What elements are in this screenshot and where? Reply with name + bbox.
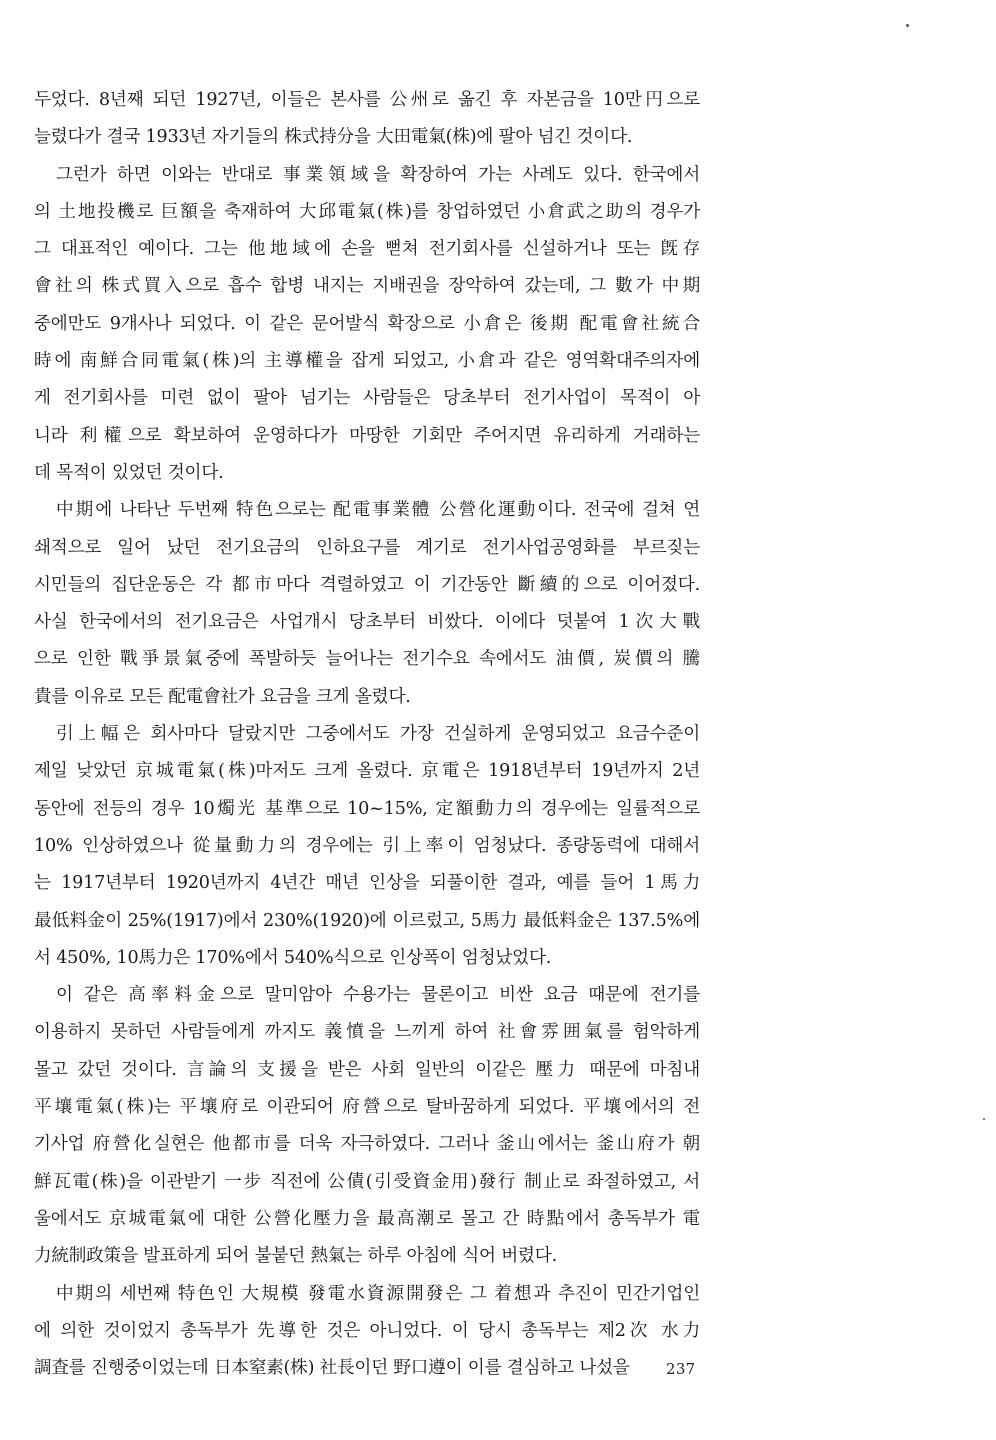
- paragraph: [34, 82, 700, 157]
- paragraph: [34, 977, 700, 1275]
- text-line: 時에 南鮮合同電氣(株)의 主導權을 잡게 되었고, 小倉과 같은 영역확대주의자에: [34, 351, 700, 372]
- text-line: 最低料金이 25%(1917)에서 230%(1920)에 이르렀고, 5馬力 最低料金은 137.5%에: [34, 910, 700, 931]
- text-line: 쇄적으로 일어 났던 전기요금의 인하요구를 계기로 전기사업공영화를 부르짖는: [34, 537, 700, 558]
- text-line: 으로 인한 戰爭景氣중에 폭발하듯 늘어나는 전기수요 속에서도 油價, 炭價의 騰: [34, 649, 700, 670]
- text-line: 늘렸다가 결국 1933년 자기들의 株式持分을 大田電氣(株)에 팔아 넘긴 것이다.: [34, 127, 633, 148]
- scan-speck: [983, 1118, 985, 1120]
- text-line: 이용하지 못하던 사람들에게 까지도 義憤을 느끼게 하여 社會雰囲氣를 험악하게: [34, 1022, 700, 1043]
- text-line: 서 450%, 10馬力은 170%에서 540%식으로 인상폭이 엄청났었다.: [34, 947, 552, 968]
- document-page: [34, 82, 700, 1387]
- text-line: 울에서도 京城電氣에 대한 公營化壓力을 最高潮로 몰고 간 時點에서 총독부가 電: [34, 1208, 700, 1229]
- text-line: 이 같은 高率料金으로 말미암아 수용가는 물론이고 비싼 요금 때문에 전기를: [56, 985, 700, 1006]
- scan-speck: [906, 24, 909, 27]
- paragraph: [34, 1276, 700, 1388]
- text-line: 제일 낮았던 京城電氣(株)마저도 크게 올렸다. 京電은 1918년부터 19년까지 2년: [34, 761, 700, 782]
- text-line: 두었다. 8년째 되던 1927년, 이들은 본사를 公州로 옮긴 후 자본금을 10만円으로: [34, 90, 700, 110]
- text-line: 그런가 하면 이와는 반대로 事業領域을 확장하여 가는 사례도 있다. 한국에서: [56, 164, 700, 185]
- text-line: 는 1917년부터 1920년까지 4년간 매년 인상을 되풀이한 결과, 예를 들어 1馬力: [34, 873, 700, 894]
- text-line: 調査를 진행중이었는데 日本窒素(株) 社長이던 野口遵이 이를 결심하고 나섰을: [34, 1358, 630, 1379]
- text-line: 그 대표적인 예이다. 그는 他地域에 손을 뻗쳐 전기회사를 신설하거나 또는 旣存: [34, 239, 700, 260]
- text-line: 사실 한국에서의 전기요금은 사업개시 당초부터 비쌌다. 이에다 덧붙여 1次大戰: [34, 612, 700, 633]
- paragraph: [34, 492, 700, 716]
- text-line: 10% 인상하였으나 從量動力의 경우에는 引上率이 엄청났다. 종량동력에 대해서: [34, 835, 700, 856]
- text-line: 平壤電氣(株)는 平壤府로 이관되어 府營으로 탈바꿈하게 되었다. 平壤에서의 전: [34, 1097, 700, 1118]
- text-line: 게 전기회사를 미련 없이 팔아 넘기는 사람들은 당초부터 전기사업이 목적이 아: [34, 388, 700, 409]
- text-line: 시민들의 집단운동은 각 都市마다 격렬하였고 이 기간동안 斷續的으로 이어졌다.: [34, 574, 700, 595]
- text-line: 몰고 갔던 것이다. 言論의 支援을 받은 사회 일반의 이같은 壓力 때문에 마침내: [34, 1059, 700, 1080]
- paragraph: [34, 716, 700, 977]
- text-line: 동안에 전등의 경우 10燭光 基準으로 10~15%, 定額動力의 경우에는 일률적으로: [34, 798, 700, 819]
- text-line: 會社의 株式買入으로 흡수 합병 내지는 지배권을 장악하여 갔는데, 그 數가 中期: [34, 276, 700, 297]
- text-line: 의 土地投機로 巨額을 축재하여 大邱電氣(株)를 창업하였던 小倉武之助의 경우가: [34, 201, 700, 222]
- text-line: 데 목적이 있었던 것이다.: [34, 462, 224, 483]
- page-number: 237: [666, 1360, 696, 1378]
- text-line: 貴를 이유로 모든 配電會社가 요금을 크게 올렸다.: [34, 686, 411, 707]
- text-line: 기사업 府營化실현은 他都市를 더욱 자극하였다. 그러나 釜山에서는 釜山府가 朝: [34, 1134, 700, 1155]
- text-line: 中期의 세번째 特色인 大規模 發電水資源開發은 그 着想과 추진이 민간기업인: [56, 1283, 700, 1304]
- text-line: 니라 利權으로 확보하여 운영하다가 마땅한 기회만 주어지면 유리하게 거래하는: [34, 425, 700, 446]
- text-line: 중에만도 9개사나 되었다. 이 같은 문어발식 확장으로 小倉은 後期 配電會社統合: [34, 313, 700, 334]
- text-line: 引上幅은 회사마다 달랐지만 그중에서도 가장 건실하게 운영되었고 요금수준이: [56, 724, 700, 745]
- paragraph: [34, 157, 700, 493]
- text-line: 鮮瓦電(株)을 이관받기 一步 직전에 公債(引受資金用)發行 制止로 좌절하였고, 서: [34, 1171, 700, 1192]
- text-line: 에 의한 것이었지 총독부가 先導한 것은 아니었다. 이 당시 총독부는 제2次 水力: [34, 1320, 700, 1341]
- text-line: 中期에 나타난 두번째 特色으로는 配電事業體 公營化運動이다. 전국에 걸쳐 연: [56, 500, 700, 521]
- text-line: 力統制政策을 발표하게 되어 불붙던 熱氣는 하루 아침에 식어 버렸다.: [34, 1246, 557, 1267]
